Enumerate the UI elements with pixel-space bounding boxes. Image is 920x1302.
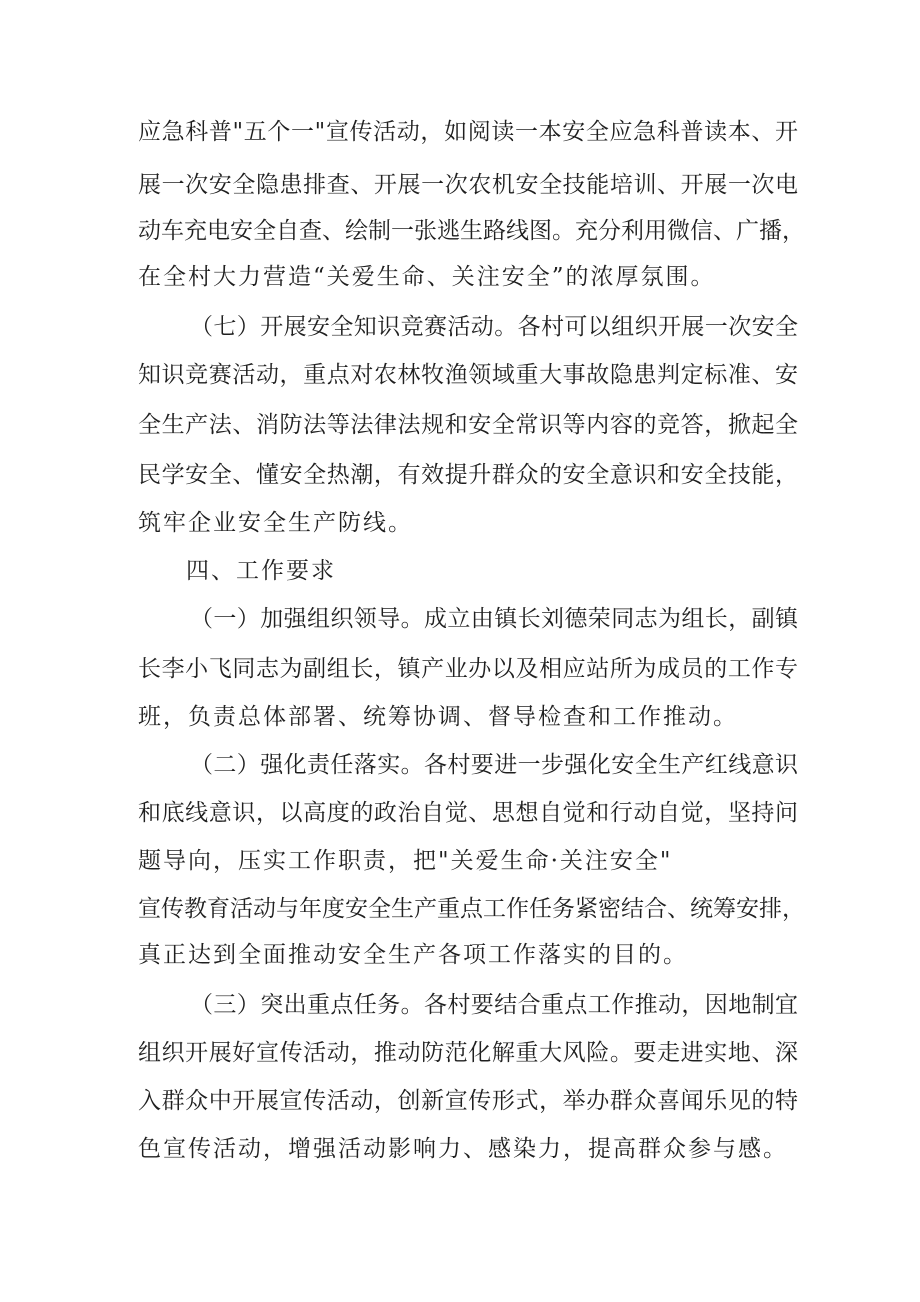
requirement-1-line-1: （一）加强组织领导。成立由镇长刘德荣同志为组长，副镇 bbox=[190, 606, 798, 632]
requirement-2-line-2: 和底线意识，以高度的政治自觉、思想自觉和行动自觉，坚持问 bbox=[138, 800, 798, 826]
requirement-3-line-4: 色宣传活动，增强活动影响力、感染力，提高群众参与感。 bbox=[138, 1136, 788, 1162]
requirement-2-line-3: 题导向，压实工作职责，把"关爱生命·关注安全" bbox=[138, 848, 673, 874]
requirement-1-line-2: 长李小飞同志为副组长，镇产业办以及相应站所为成员的工作专 bbox=[138, 656, 798, 682]
requirement-3-line-1: （三）突出重点任务。各村要结合重点工作推动，因地制宜 bbox=[190, 992, 798, 1018]
paragraph-7-line-1: （七）开展安全知识竞赛活动。各村可以组织开展一次安全 bbox=[190, 314, 798, 340]
paragraph-7-line-3: 全生产法、消防法等法律法规和安全常识等内容的竞答，掀起全 bbox=[138, 412, 798, 438]
requirement-1-line-3: 班，负责总体部署、统筹协调、督导检查和工作推动。 bbox=[138, 704, 738, 730]
requirement-2-line-5: 真正达到全面推动安全生产各项工作落实的目的。 bbox=[138, 942, 688, 968]
requirement-2-line-1: （二）强化责任落实。各村要进一步强化安全生产红线意识 bbox=[190, 752, 798, 778]
section-heading: 四、工作要求 bbox=[186, 558, 336, 584]
paragraph-7-line-2: 知识竞赛活动，重点对农林牧渔领域重大事故隐患判定标准、安 bbox=[138, 362, 798, 388]
requirement-2-line-4: 宣传教育活动与年度安全生产重点工作任务紧密结合、统筹安排， bbox=[138, 896, 805, 922]
requirement-3-line-3: 入群众中开展宣传活动，创新宣传形式，举办群众喜闻乐见的特 bbox=[138, 1088, 798, 1114]
requirement-3-line-2: 组织开展好宣传活动，推动防范化解重大风险。要走进实地、深 bbox=[138, 1040, 798, 1066]
paragraph-6-line-2: 展一次安全隐患排查、开展一次农机安全技能培训、开展一次电 bbox=[138, 172, 798, 198]
paragraph-6-line-1: 应急科普"五个一"宣传活动，如阅读一本安全应急科普读本、开 bbox=[138, 119, 798, 145]
paragraph-7-line-4: 民学安全、懂安全热潮，有效提升群众的安全意识和安全技能， bbox=[138, 462, 798, 488]
paragraph-6-line-3: 动车充电安全自查、绘制一张逃生路线图。充分利用微信、广播， bbox=[138, 218, 805, 244]
paragraph-6-line-4: 在全村大力营造“关爱生命、关注安全”的浓厚氛围。 bbox=[138, 264, 716, 290]
paragraph-7-line-5: 筑牢企业安全生产防线。 bbox=[138, 510, 413, 536]
